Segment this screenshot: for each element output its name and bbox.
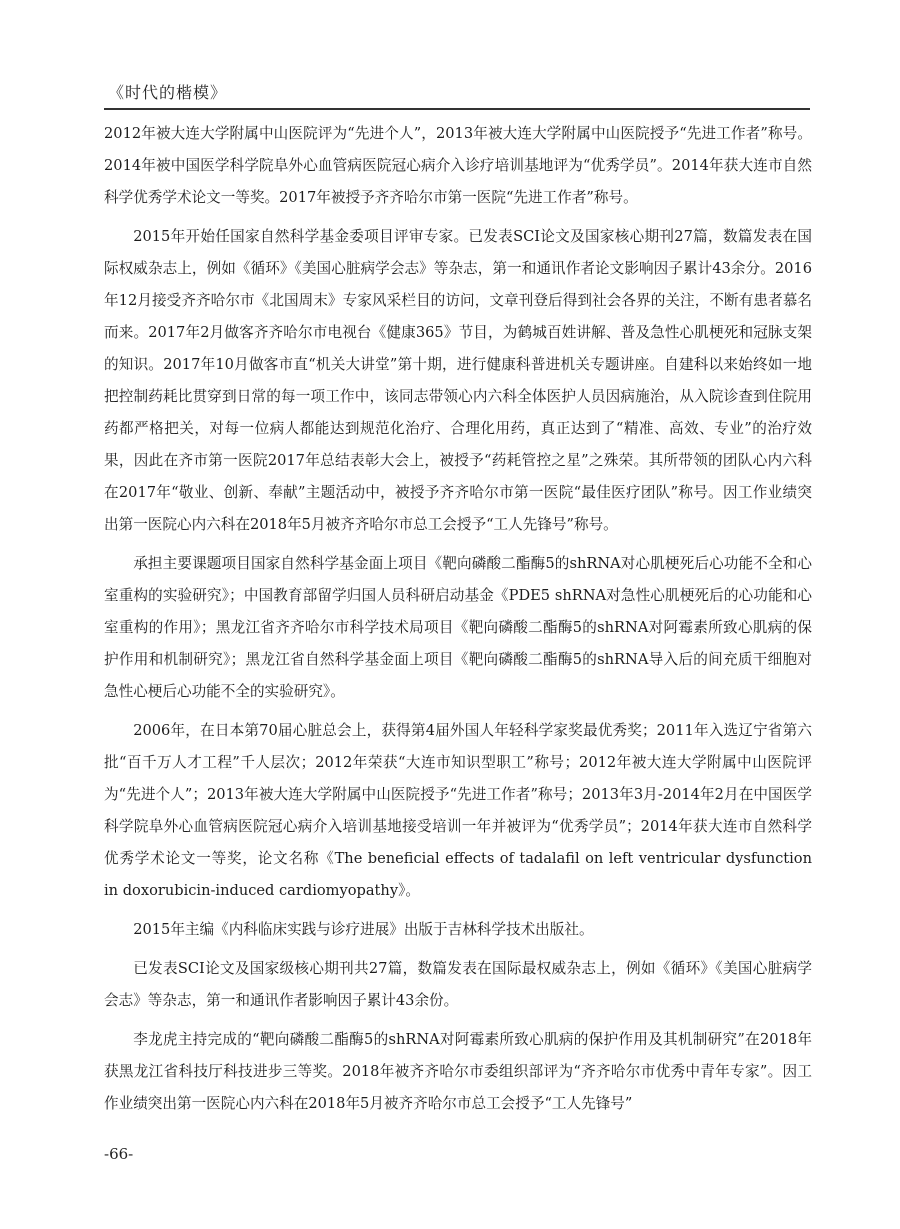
- page-number: -66-: [104, 1145, 134, 1163]
- paragraph-honors-continued: 2012年被大连大学附属中山医院评为“先进个人”，2013年被大连大学附属中山医院授予“先进工作者”称号。2014年被中国医学科学院阜外心血管病医院冠心病介入诊疗培训基地评为“优秀学员”。2014年获大连市自然科学优秀学术论文一等奖。2017年被授予齐齐哈尔市第一医院“先进工作者”称号。: [104, 125, 812, 206]
- header-divider: [104, 108, 810, 110]
- running-header-title: 《时代的楷模》: [108, 83, 228, 102]
- paragraph-publications: 已发表SCI论文及国家级核心期刊共27篇，数篇发表在国际最权威杂志上，例如《循环》《美国心脏病学会志》等杂志，第一和通讯作者影响因子累计43余份。: [104, 960, 812, 1009]
- article-body: [104, 118, 812, 1120]
- paragraph-research-projects: 承担主要课题项目国家自然科学基金面上项目《靶向磷酸二酯酶5的shRNA对心肌梗死后心功能不全和心室重构的实验研究》；中国教育部留学归国人员科研启动基金《PDE5 shRNA对急性心肌梗死后的心功能和心室重构的作用》；黑龙江省齐齐哈尔市科学技术局项目《靶向磷酸二酯酶5的shRNA对阿霉素所致心肌病的保护作用和机制研究》；黑龙江省自然科学基金面上项目《靶向磷酸二酯酶5的shRNA导入后的间充质干细胞对急性心梗后心功能不全的实验研究》。: [104, 555, 812, 700]
- paragraph-science-award: 李龙虎主持完成的“靶向磷酸二酯酶5的shRNA对阿霉素所致心肌病的保护作用及其机制研究”在2018年获黑龙江省科技厅科技进步三等奖。2018年被齐齐哈尔市委组织部评为“齐齐哈尔市优秀中青年专家”。因工作业绩突出第一医院心内六科在2018年5月被齐齐哈尔市总工会授予“工人先锋号”: [104, 1031, 812, 1112]
- paragraph-book: 2015年主编《内科临床实践与诊疗进展》出版于吉林科学技术出版社。: [133, 921, 594, 938]
- paragraph-research-outreach: 2015年开始任国家自然科学基金委项目评审专家。已发表SCI论文及国家核心期刊27篇，数篇发表在国际权威杂志上，例如《循环》《美国心脏病学会志》等杂志，第一和通讯作者论文影响因子累计43余分。2016年12月接受齐齐哈尔市《北国周末》专家风采栏目的访问，文章刊登后得到社会各界的关注，不断有患者慕名而来。2017年2月做客齐齐哈尔市电视台《健康365》节目，为鹤城百姓讲解、普及急性心肌梗死和冠脉支架的知识。2017年10月做客市直“机关大讲堂”第十期，进行健康科普进机关专题讲座。自建科以来始终如一地把控制药耗比贯穿到日常的每一项工作中，该同志带领心内六科全体医护人员因病施治，从入院诊查到住院用药都严格把关，对每一位病人都能达到规范化治疗、合理化用药，真正达到了“精准、高效、专业”的治疗效果，因此在齐市第一医院2017年总结表彰大会上，被授予“药耗管控之星”之殊荣。其所带领的团队心内六科在2017年“敬业、创新、奉献”主题活动中，被授予齐齐哈尔市第一医院“最佳医疗团队”称号。因工作业绩突出第一医院心内六科在2018年5月被齐齐哈尔市总工会授予“工人先锋号”称号。: [104, 228, 812, 533]
- paragraph-awards: 2006年，在日本第70届心脏总会上，获得第4届外国人年轻科学家奖最优秀奖；2011年入选辽宁省第六批“百千万人才工程”千人层次；2012年荣获“大连市知识型职工”称号；2012年被大连大学附属中山医院评为“先进个人”；2013年被大连大学附属中山医院授予“先进工作者”称号；2013年3月-2014年2月在中国医学科学院阜外心血管病医院冠心病介入培训基地接受培训一年并被评为“优秀学员”；2014年获大连市自然科学优秀学术论文一等奖，论文名称《The beneficial effects of tadalafil on left ventricular dysfunction in doxorubicin-induced cardiomyopathy》。: [104, 722, 812, 899]
